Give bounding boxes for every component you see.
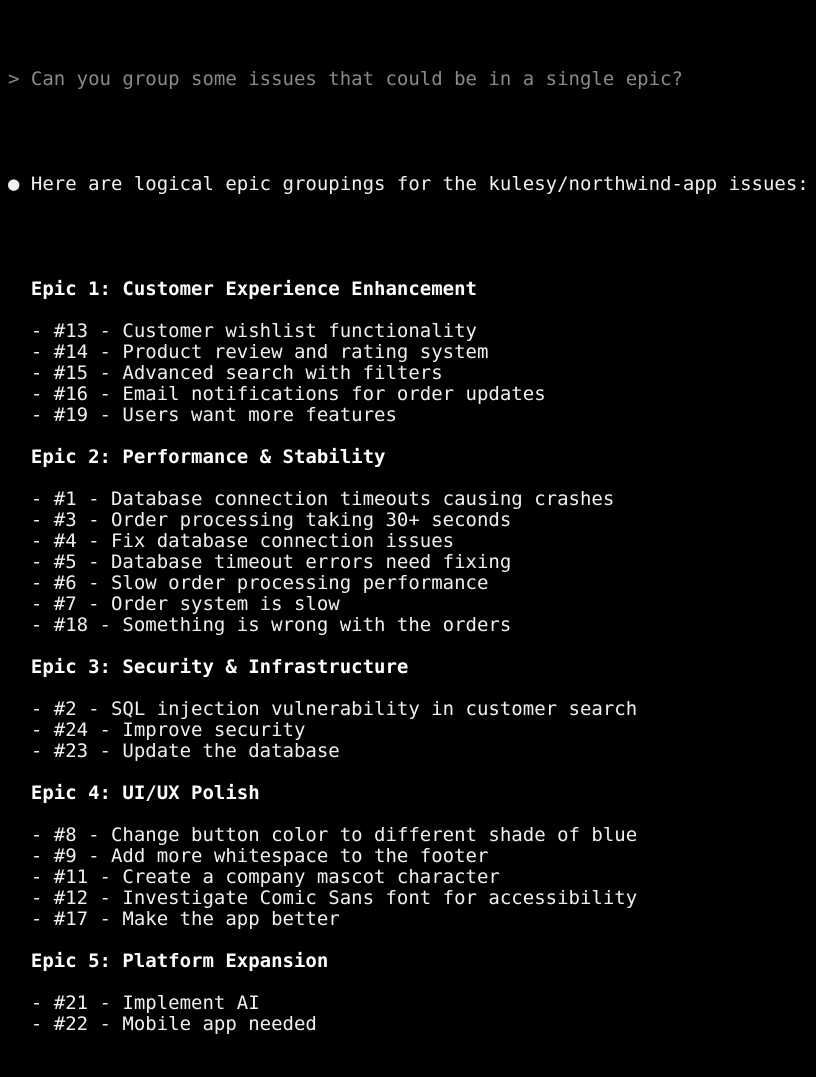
issue-item: - #9 - Add more whitespace to the footer	[30, 845, 489, 867]
issue-item: - #11 - Create a company mascot character	[30, 866, 500, 888]
assistant-response-line	[8, 174, 808, 195]
user-prompt-line	[8, 69, 808, 90]
issue-item: - #18 - Something is wrong with the orders	[30, 614, 512, 636]
issue-item: - #13 - Customer wishlist functionality	[30, 320, 477, 342]
issue-item: - #16 - Email notifications for order updates	[30, 383, 546, 405]
issue-item: - #15 - Advanced search with filters	[30, 362, 443, 384]
issue-item: - #6 - Slow order processing performance	[30, 572, 489, 594]
issue-item: - #7 - Order system is slow	[30, 593, 340, 615]
issue-item: - #23 - Update the database	[30, 740, 340, 762]
issue-item: - #8 - Change button color to different shade of blue	[30, 824, 638, 846]
epic-title: Epic 1: Customer Experience Enhancement	[30, 278, 477, 300]
issue-item: - #24 - Improve security	[30, 719, 306, 741]
issue-list	[31, 321, 808, 426]
epic-title: Epic 3: Security & Infrastructure	[30, 656, 409, 678]
epic-section	[8, 447, 808, 636]
issue-item: - #2 - SQL injection vulnerability in customer search	[30, 698, 638, 720]
assistant-bullet-icon: ●	[8, 173, 20, 195]
user-prompt-text: Can you group some issues that could be in a single epic?	[30, 68, 683, 90]
issue-list	[31, 825, 808, 930]
issue-list	[31, 489, 808, 636]
epic-title: Epic 2: Performance & Stability	[30, 446, 386, 468]
issue-item: - #3 - Order processing taking 30+ seconds	[30, 509, 512, 531]
issue-item: - #14 - Product review and rating system	[30, 341, 489, 363]
issue-item: - #17 - Make the app better	[30, 908, 340, 930]
prompt-chevron-icon: >	[8, 68, 20, 90]
issue-item: - #5 - Database timeout errors need fixing	[30, 551, 512, 573]
epic-title: Epic 4: UI/UX Polish	[30, 782, 260, 804]
epic-section	[8, 783, 808, 930]
issue-item: - #4 - Fix database connection issues	[30, 530, 455, 552]
issue-item: - #22 - Mobile app needed	[30, 1013, 317, 1035]
assistant-intro-text: Here are logical epic groupings for the kulesy/northwind-app issues:	[30, 173, 809, 195]
issue-item: - #21 - Implement AI	[30, 992, 260, 1014]
issue-list	[31, 993, 808, 1035]
epic-groups-container	[8, 279, 808, 1035]
epic-section	[8, 657, 808, 762]
issue-item: - #12 - Investigate Comic Sans font for accessibility	[30, 887, 638, 909]
issue-item: - #1 - Database connection timeouts causing crashes	[30, 488, 615, 510]
issue-item: - #19 - Users want more features	[30, 404, 397, 426]
issue-list	[31, 699, 808, 762]
epic-section	[8, 951, 808, 1035]
epic-section	[8, 279, 808, 426]
epic-title: Epic 5: Platform Expansion	[30, 950, 329, 972]
